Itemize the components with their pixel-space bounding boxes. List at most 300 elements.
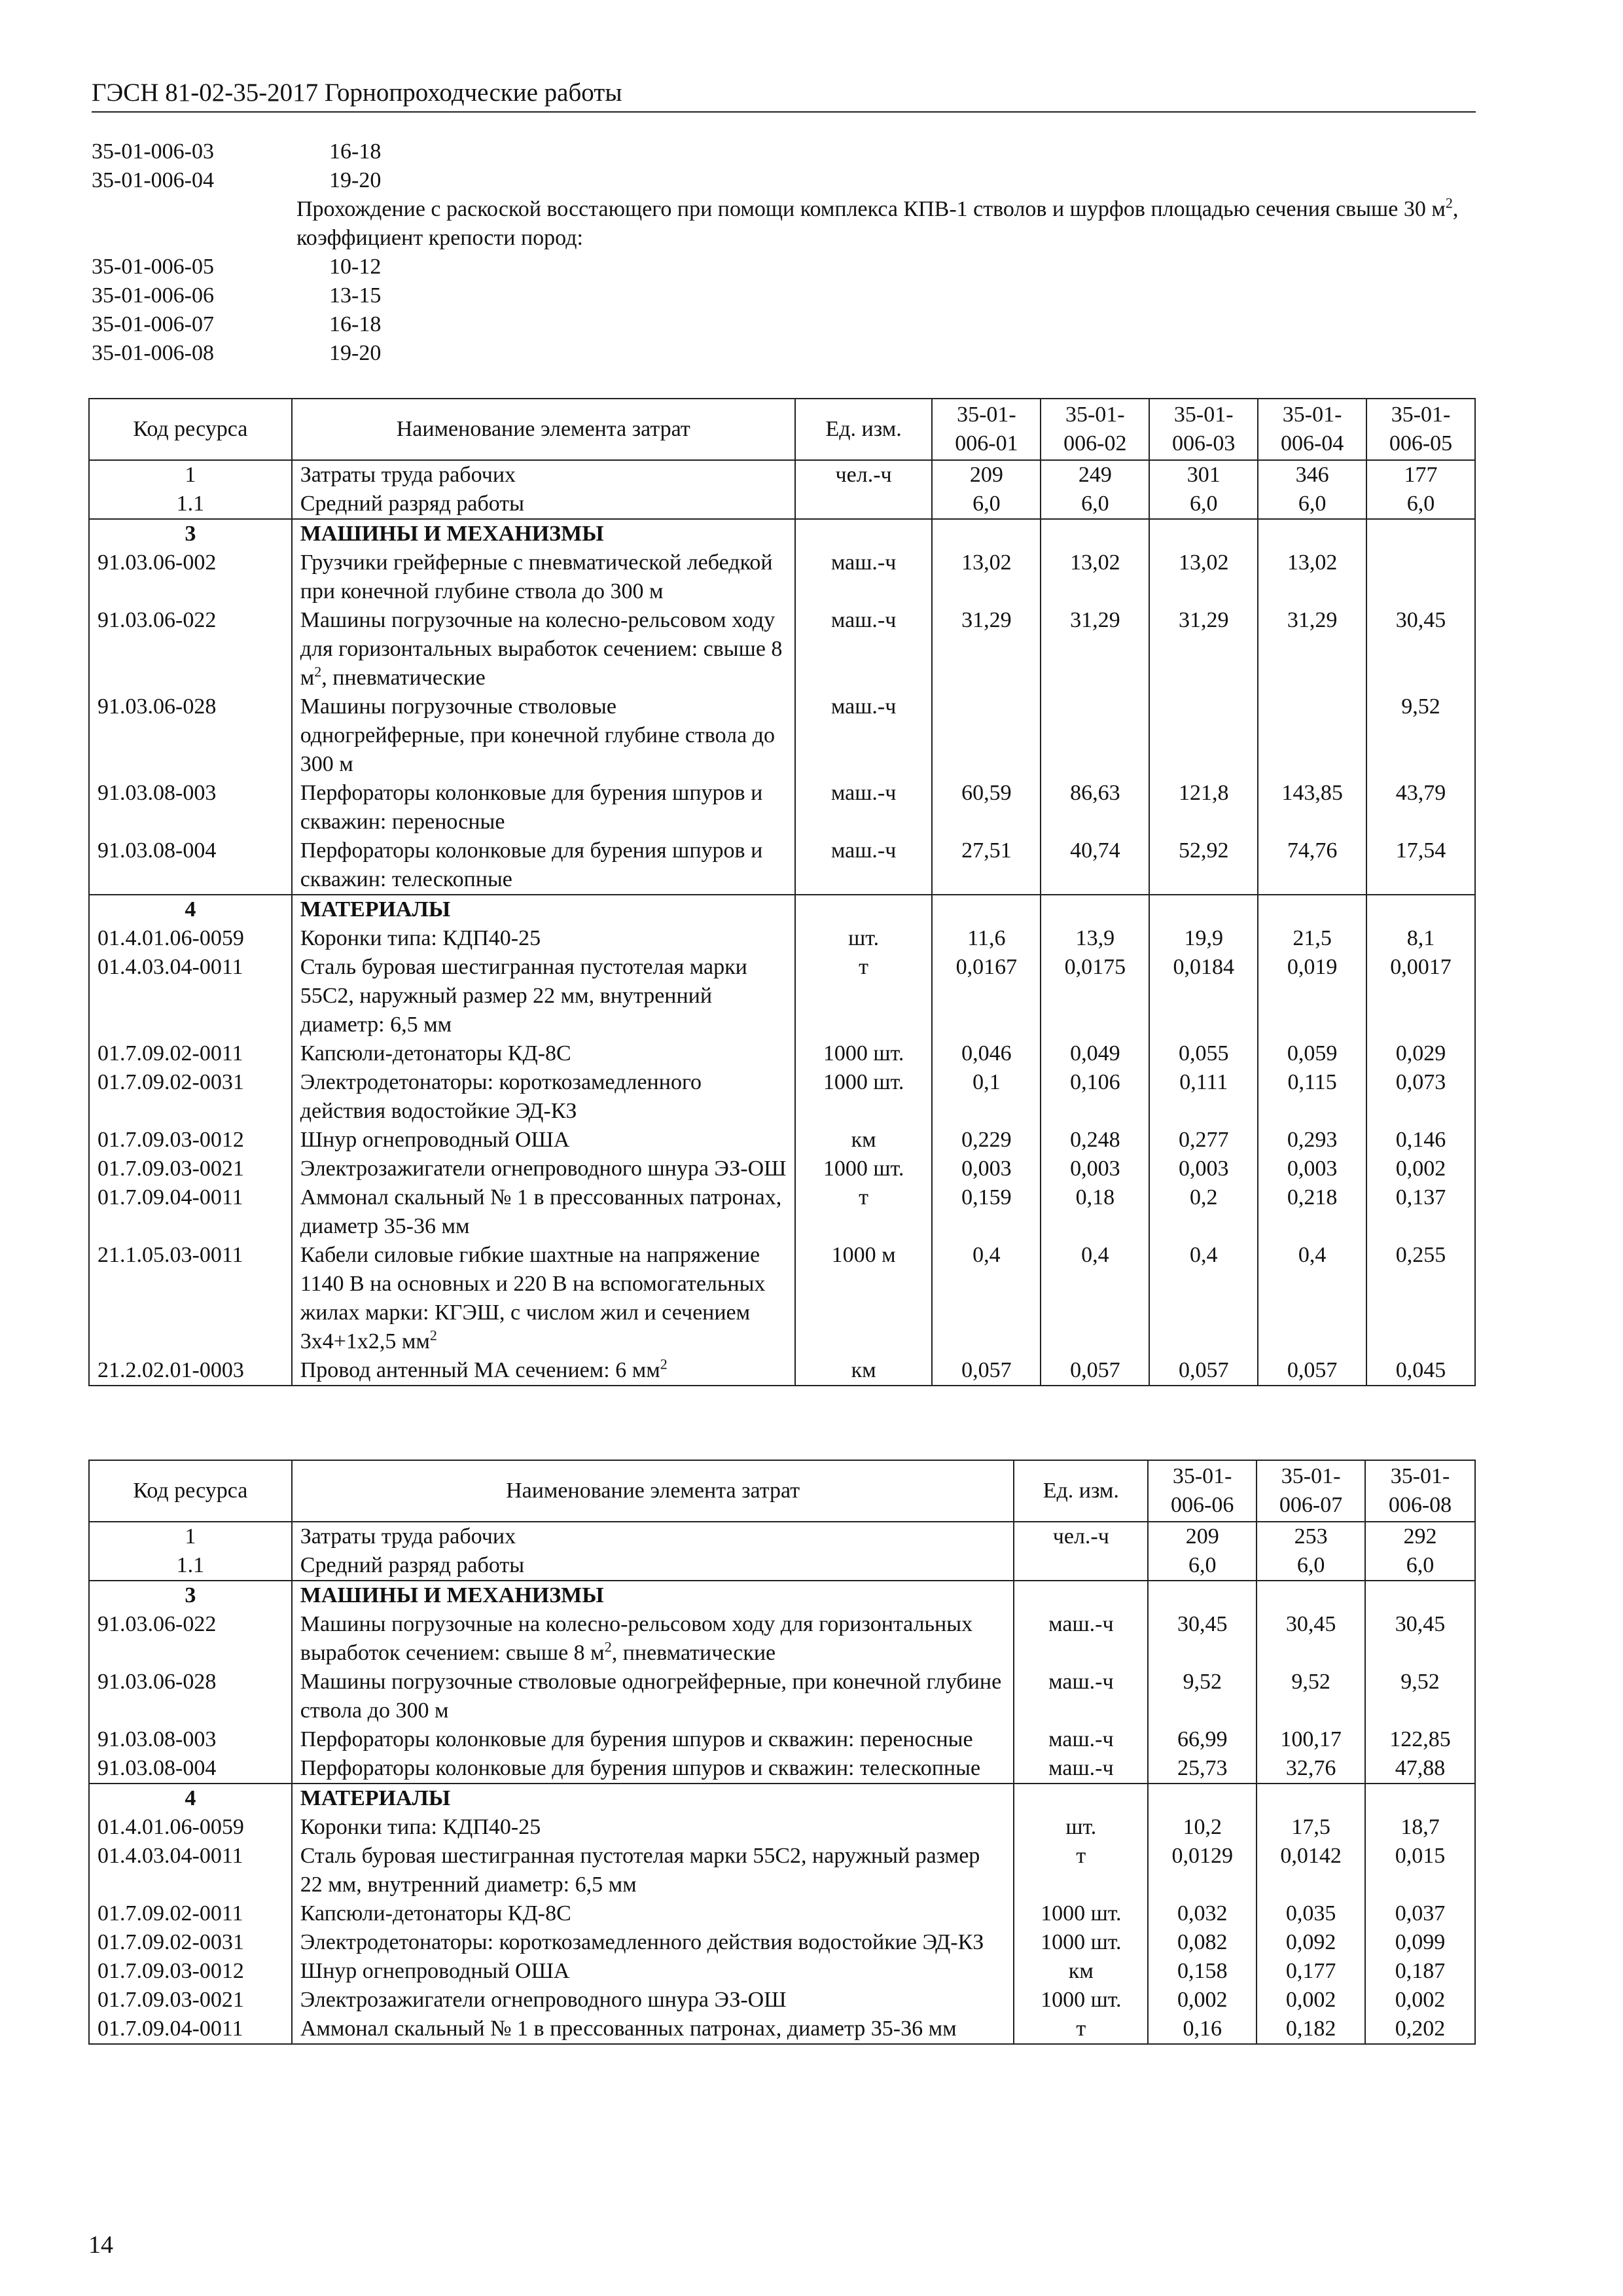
norm-value: 0,0142 [1257,1842,1365,1899]
norm-value: 0,255 [1366,1241,1475,1356]
norm-value: 122,85 [1365,1725,1475,1754]
norm-value: 30,45 [1366,606,1475,692]
unit: 1000 шт. [795,1068,933,1126]
norm-value: 0,057 [1258,1356,1366,1386]
norm-value [1257,1784,1365,1813]
norm-value: 0,202 [1365,2015,1475,2044]
cost-element-name: МАШИНЫ И МЕХАНИЗМЫ [292,1581,1014,1610]
norm-value: 31,29 [1258,606,1366,692]
cost-element-name: Затраты труда рабочих [292,460,795,490]
cost-element-name: Перфораторы колонковые для бурения шпуров и скважин: телескопные [292,1754,1014,1784]
table-row [89,1842,1475,1899]
norm-value: 0,073 [1366,1068,1475,1126]
unit: 1000 шт. [1014,1986,1148,2015]
norm-value: 30,45 [1257,1610,1365,1668]
intro-row [92,339,1479,368]
unit: т [1014,1842,1148,1899]
section-row [89,1581,1475,1610]
norm-value: 0,002 [1148,1986,1257,2015]
norm-value: 6,0 [1041,490,1149,519]
intro-value: 10-12 [329,255,382,279]
norm-value [1148,1581,1257,1610]
cost-element-name: Коронки типа: КДП40-25 [292,1813,1014,1842]
cost-element-name: Электрозажигатели огнепроводного шнура ЭЗ-ОШ [292,1155,795,1183]
norm-value: 0,003 [1041,1155,1149,1183]
resource-code: 1.1 [89,1551,292,1581]
column-header: 35-01- 006-01 [932,399,1041,460]
cost-element-name: Аммонал скальный № 1 в прессованных патронах, диаметр 35-36 мм [292,1183,795,1241]
table-row [89,779,1475,836]
intro-code: 35-01-006-03 [92,139,214,164]
norm-value: 0,0017 [1366,953,1475,1039]
norm-value: 40,74 [1041,836,1149,895]
norm-value: 86,63 [1041,779,1149,836]
norm-value: 0,037 [1365,1899,1475,1928]
column-header: 35-01- 006-05 [1366,399,1475,460]
cost-element-name: Средний разряд работы [292,490,795,519]
unit: маш.-ч [795,779,933,836]
norm-value [1257,1581,1365,1610]
norm-value: 0,293 [1258,1126,1366,1155]
unit: 1000 шт. [1014,1899,1148,1928]
unit [795,519,933,548]
resource-code: 01.7.09.02-0011 [89,1039,292,1068]
norm-value: 0,057 [932,1356,1041,1386]
intro-code: 35-01-006-07 [92,312,214,336]
norm-value: 0,277 [1149,1126,1258,1155]
norm-value: 0,0175 [1041,953,1149,1039]
norm-value: 0,4 [1258,1241,1366,1356]
intro-row [92,137,1479,166]
norm-value [1258,895,1366,924]
resource-code: 01.7.09.03-0012 [89,1126,292,1155]
norm-value: 31,29 [1149,606,1258,692]
unit [795,895,933,924]
cost-element-name: Капсюли-детонаторы КД-8С [292,1039,795,1068]
norm-value: 31,29 [1041,606,1149,692]
cost-element-name: Перфораторы колонковые для бурения шпуров и скважин: переносные [292,1725,1014,1754]
norm-value: 0,0129 [1148,1842,1257,1899]
table-row [89,692,1475,779]
unit: маш.-ч [1014,1725,1148,1754]
norm-value [1149,519,1258,548]
norm-value: 0,18 [1041,1183,1149,1241]
page-number: 14 [88,2231,113,2259]
norm-value: 0,003 [1258,1155,1366,1183]
column-header: Наименование элемента затрат [292,1460,1014,1522]
table-row [89,1551,1475,1581]
column-header: 35-01- 006-08 [1365,1460,1475,1522]
unit: маш.-ч [1014,1754,1148,1784]
cost-element-name: Перфораторы колонковые для бурения шпуров и скважин: телескопные [292,836,795,895]
norm-value: 13,9 [1041,924,1149,953]
column-header: Код ресурса [89,1460,292,1522]
column-header: 35-01- 006-04 [1258,399,1366,460]
table-row [89,924,1475,953]
norm-value [1149,895,1258,924]
table-row [89,1356,1475,1386]
table-row [89,1039,1475,1068]
unit [795,490,933,519]
resource-code: 91.03.08-003 [89,779,292,836]
unit: 1000 шт. [795,1039,933,1068]
norm-value: 0,218 [1258,1183,1366,1241]
norm-value: 0,057 [1149,1356,1258,1386]
intro-value: 13-15 [329,283,382,308]
resource-code: 91.03.06-002 [89,548,292,606]
norm-value: 143,85 [1258,779,1366,836]
unit: маш.-ч [795,692,933,779]
norm-value: 9,52 [1148,1668,1257,1725]
norm-value: 6,0 [932,490,1041,519]
resource-code: 91.03.06-028 [89,692,292,779]
norm-value: 6,0 [1148,1551,1257,1581]
table-header-row [89,1460,1475,1522]
norm-value: 0,015 [1365,1842,1475,1899]
norm-value: 0,002 [1257,1986,1365,2015]
column-header: Ед. изм. [1014,1460,1148,1522]
resource-code: 01.7.09.02-0031 [89,1928,292,1957]
cost-element-name: Грузчики грейферные с пневматической лебедкой при конечной глубине ствола до 300 м [292,548,795,606]
cost-element-name: Шнур огнепроводный ОША [292,1126,795,1155]
unit: шт. [1014,1813,1148,1842]
intro-row [92,166,1479,195]
norm-value: 0,082 [1148,1928,1257,1957]
norm-value: 253 [1257,1522,1365,1551]
norm-value: 25,73 [1148,1754,1257,1784]
intro-value: 19-20 [329,168,382,192]
norm-value: 0,177 [1257,1957,1365,1986]
table-row [89,1957,1475,1986]
intro-code: 35-01-006-06 [92,283,214,308]
table-row [89,1813,1475,1842]
norm-value: 0,003 [932,1155,1041,1183]
table-row [89,1522,1475,1551]
table-row [89,1986,1475,2015]
unit: т [795,953,933,1039]
resource-code: 1 [89,1522,292,1551]
norm-value: 0,046 [932,1039,1041,1068]
unit: км [1014,1957,1148,1986]
table-row [89,548,1475,606]
norm-value: 17,5 [1257,1813,1365,1842]
cost-element-name: МАТЕРИАЛЫ [292,1784,1014,1813]
cost-element-name: Средний разряд работы [292,1551,1014,1581]
resource-code: 01.7.09.04-0011 [89,2015,292,2044]
norm-value: 0,057 [1041,1356,1149,1386]
table-row [89,1754,1475,1784]
cost-element-name: Машины погрузочные на колесно-рельсовом ходу для горизонтальных выработок сечением: свыше 8 $м^2$, пневматические [292,1610,1014,1668]
resource-code: 91.03.06-022 [89,606,292,692]
intro-code: 35-01-006-05 [92,255,214,279]
norm-value: 0,16 [1148,2015,1257,2044]
resource-code: 01.7.09.03-0021 [89,1986,292,2015]
norm-value: 13,02 [1258,548,1366,606]
norm-value: 0,4 [1149,1241,1258,1356]
norm-value: 0,019 [1258,953,1366,1039]
section-row [89,519,1475,548]
cost-element-name: Кабели силовые гибкие шахтные на напряжение 1140 В на основных и 220 В на вспомогательных жилах марки: КГЭШ, с числом жил и сечением 3х4+1х2,5 $мм^2$ [292,1241,795,1356]
norm-value [1365,1784,1475,1813]
intro-row [92,281,1479,310]
norm-value: 47,88 [1365,1754,1475,1784]
norm-value: 249 [1041,460,1149,490]
unit: км [795,1126,933,1155]
cost-element-name: Электрозажигатели огнепроводного шнура ЭЗ-ОШ [292,1986,1014,2015]
unit: 1000 шт. [1014,1928,1148,1957]
column-header: 35-01- 006-03 [1149,399,1258,460]
norm-value: 209 [1148,1522,1257,1551]
norm-value: 100,17 [1257,1725,1365,1754]
cost-element-name: Шнур огнепроводный ОША [292,1957,1014,1986]
norm-value [932,519,1041,548]
resource-code: 4 [89,895,292,924]
norm-value: 0,092 [1257,1928,1365,1957]
norm-value: 0,106 [1041,1068,1149,1126]
norm-value: 0,0167 [932,953,1041,1039]
cost-element-name: Машины погрузочные стволовые одногрейферные, при конечной глубине ствола до 300 м [292,692,795,779]
cost-element-name: Капсюли-детонаторы КД-8С [292,1899,1014,1928]
intro-code: 35-01-006-04 [92,168,214,192]
norm-value: 177 [1366,460,1475,490]
norm-value: 18,7 [1365,1813,1475,1842]
norm-value: 21,5 [1258,924,1366,953]
cost-element-name: Коронки типа: КДП40-25 [292,924,795,953]
norm-value: 0,045 [1366,1356,1475,1386]
table-row [89,1241,1475,1356]
norm-value: 11,6 [932,924,1041,953]
resource-code: 3 [89,1581,292,1610]
table-row [89,1610,1475,1668]
norm-value: 6,0 [1149,490,1258,519]
norm-value: 10,2 [1148,1813,1257,1842]
norm-value [1041,895,1149,924]
norm-value [932,692,1041,779]
unit: 1000 шт. [795,1155,933,1183]
table-row [89,490,1475,519]
table-row [89,1928,1475,1957]
norm-value: 0,059 [1258,1039,1366,1068]
unit: т [1014,2015,1148,2044]
cost-element-name: Машины погрузочные на колесно-рельсовом ходу для горизонтальных выработок сечением: свыше 8 $м^2$, пневматические [292,606,795,692]
column-header: Наименование элемента затрат [292,399,795,460]
section-row [89,895,1475,924]
norm-value: 292 [1365,1522,1475,1551]
norm-value: 52,92 [1149,836,1258,895]
norm-value [1258,519,1366,548]
cost-element-name: Перфораторы колонковые для бурения шпуров и скважин: переносные [292,779,795,836]
norm-value: 0,159 [932,1183,1041,1241]
table-row [89,953,1475,1039]
resource-code: 01.4.03.04-0011 [89,1842,292,1899]
resource-code: 21.1.05.03-0011 [89,1241,292,1356]
unit: маш.-ч [795,548,933,606]
resource-code: 01.7.09.04-0011 [89,1183,292,1241]
norm-value: 0,137 [1366,1183,1475,1241]
column-header: 35-01- 006-07 [1257,1460,1365,1522]
resource-code: 1 [89,460,292,490]
intro-value: 16-18 [329,139,382,164]
norm-value: 0,029 [1366,1039,1475,1068]
resource-code: 21.2.02.01-0003 [89,1356,292,1386]
norm-value: 209 [932,460,1041,490]
norm-value: 301 [1149,460,1258,490]
unit: км [795,1356,933,1386]
norm-value: 9,52 [1257,1668,1365,1725]
norm-value: 32,76 [1257,1754,1365,1784]
norm-value: 19,9 [1149,924,1258,953]
resource-code: 01.4.03.04-0011 [89,953,292,1039]
norm-value: 0,115 [1258,1068,1366,1126]
column-header: 35-01- 006-02 [1041,399,1149,460]
norm-value [1041,519,1149,548]
table-row [89,606,1475,692]
norm-value: 13,02 [1041,548,1149,606]
intro-row [92,310,1479,339]
unit: маш.-ч [1014,1668,1148,1725]
resource-code: 3 [89,519,292,548]
norm-value: 74,76 [1258,836,1366,895]
norm-value: 8,1 [1366,924,1475,953]
norm-value: 60,59 [932,779,1041,836]
norms-table-2 [88,1460,1476,2045]
unit: 1000 м [795,1241,933,1356]
resource-code: 91.03.06-028 [89,1668,292,1725]
cost-element-name: Затраты труда рабочих [292,1522,1014,1551]
norm-value: 0,111 [1149,1068,1258,1126]
unit: маш.-ч [1014,1610,1148,1668]
unit: шт. [795,924,933,953]
resource-code: 4 [89,1784,292,1813]
cost-element-name: Провод антенный МА сечением: 6 $мм^2$ [292,1356,795,1386]
norm-value [1148,1784,1257,1813]
resource-code: 01.4.01.06-0059 [89,1813,292,1842]
norm-value [1366,548,1475,606]
unit [1014,1581,1148,1610]
norm-value: 0,002 [1365,1986,1475,2015]
table-row [89,1668,1475,1725]
norm-value: 6,0 [1365,1551,1475,1581]
cost-element-name: Сталь буровая шестигранная пустотелая марки 55С2, наружный размер 22 мм, внутренний диаметр: 6,5 мм [292,953,795,1039]
resource-code: 91.03.08-004 [89,836,292,895]
norm-value [1366,895,1475,924]
norm-value: 6,0 [1258,490,1366,519]
table-row [89,1899,1475,1928]
norm-value: 0,002 [1366,1155,1475,1183]
intro-list [92,137,1479,368]
column-header: 35-01- 006-06 [1148,1460,1257,1522]
intro-value: 16-18 [329,312,382,336]
unit [1014,1784,1148,1813]
column-header: Ед. изм. [795,399,933,460]
cost-element-name: Сталь буровая шестигранная пустотелая марки 55С2, наружный размер 22 мм, внутренний диаметр: 6,5 мм [292,1842,1014,1899]
table-row [89,1068,1475,1126]
resource-code: 91.03.08-004 [89,1754,292,1784]
cost-element-name: Электродетонаторы: короткозамедленного действия водостойкие ЭД-КЗ [292,1068,795,1126]
norm-value: 0,187 [1365,1957,1475,1986]
norm-value: 0,182 [1257,2015,1365,2044]
table-row [89,1183,1475,1241]
table-row [89,1126,1475,1155]
resource-code: 01.4.01.06-0059 [89,924,292,953]
intro-description: Прохождение с раскоской восстающего при помощи комплекса КПВ-1 стволов и шурфов площадью сечения свыше 30 $м^2$, коэффициент крепости пород: [296,194,1459,250]
unit: чел.-ч [795,460,933,490]
resource-code: 01.7.09.02-0031 [89,1068,292,1126]
table-row [89,460,1475,490]
table-row [89,1725,1475,1754]
norm-value: 0,248 [1041,1126,1149,1155]
section-row [89,1784,1475,1813]
intro-row [92,253,1479,281]
norm-value: 346 [1258,460,1366,490]
unit [1014,1551,1148,1581]
table-row [89,836,1475,895]
table-row [89,1155,1475,1183]
resource-code: 1.1 [89,490,292,519]
norm-value: 0,1 [932,1068,1041,1126]
norm-value: 0,0184 [1149,953,1258,1039]
norm-value: 17,54 [1366,836,1475,895]
norm-value: 31,29 [932,606,1041,692]
norm-value [1366,519,1475,548]
resource-code: 91.03.08-003 [89,1725,292,1754]
cost-element-name: Электродетонаторы: короткозамедленного действия водостойкие ЭД-КЗ [292,1928,1014,1957]
norm-value: 0,146 [1366,1126,1475,1155]
norm-value: 9,52 [1365,1668,1475,1725]
norm-value: 13,02 [932,548,1041,606]
norm-value: 0,4 [932,1241,1041,1356]
norm-value: 0,4 [1041,1241,1149,1356]
unit: маш.-ч [795,836,933,895]
norm-value: 0,003 [1149,1155,1258,1183]
cost-element-name: Машины погрузочные стволовые одногрейферные, при конечной глубине ствола до 300 м [292,1668,1014,1725]
norm-value: 0,049 [1041,1039,1149,1068]
resource-code: 01.7.09.03-0021 [89,1155,292,1183]
resource-code: 01.7.09.03-0012 [89,1957,292,1986]
norm-value: 30,45 [1148,1610,1257,1668]
norm-value [1041,692,1149,779]
norm-value: 0,099 [1365,1928,1475,1957]
intro-row [92,195,1479,253]
unit: маш.-ч [795,606,933,692]
norm-value: 0,035 [1257,1899,1365,1928]
norm-value: 6,0 [1366,490,1475,519]
resource-code: 01.7.09.02-0011 [89,1899,292,1928]
norm-value [932,895,1041,924]
unit: т [795,1183,933,1241]
norms-table-1 [88,398,1476,1386]
norm-value [1365,1581,1475,1610]
intro-value: 19-20 [329,341,382,365]
norm-value: 0,055 [1149,1039,1258,1068]
table-row [89,2015,1475,2044]
norm-value [1149,692,1258,779]
resource-code: 91.03.06-022 [89,1610,292,1668]
norm-value [1258,692,1366,779]
norm-value: 9,52 [1366,692,1475,779]
cost-element-name: МАТЕРИАЛЫ [292,895,795,924]
norm-value: 27,51 [932,836,1041,895]
unit: чел.-ч [1014,1522,1148,1551]
intro-code: 35-01-006-08 [92,341,214,365]
column-header: Код ресурса [89,399,292,460]
page-header: ГЭСН 81-02-35-2017 Горнопроходческие работы [92,77,1476,113]
norm-value: 0,158 [1148,1957,1257,1986]
norm-value: 43,79 [1366,779,1475,836]
norm-value: 66,99 [1148,1725,1257,1754]
table-header-row [89,399,1475,460]
norm-value: 0,229 [932,1126,1041,1155]
